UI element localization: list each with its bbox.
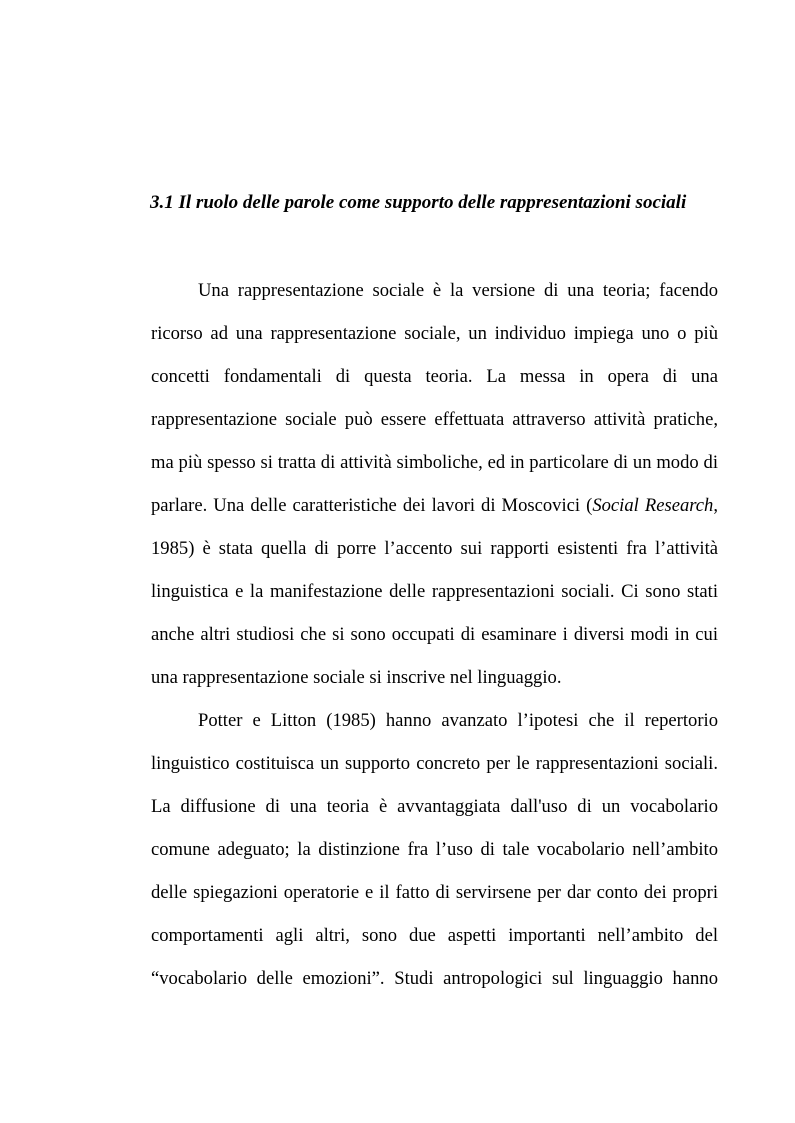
paragraph-2-line-6: comportamenti agli altri, sono due aspetti importanti nell’ambito del xyxy=(151,925,718,946)
paragraph-1-line-6 xyxy=(151,494,718,518)
citation-title: Social Research xyxy=(592,495,714,516)
paragraph-1-line-3: concetti fondamentali di questa teoria. La messa in opera di una xyxy=(151,366,718,387)
paragraph-2-line-7: “vocabolario delle emozioni”. Studi antropologici sul linguaggio hanno xyxy=(151,968,718,989)
line-6-text: parlare. Una delle caratteristiche dei lavori di Moscovici ( xyxy=(151,495,593,516)
paragraph-2-line-4: comune adeguato; la distinzione fra l’uso di tale vocabolario nell’ambito xyxy=(151,839,718,860)
paragraph-2-line-5: delle spiegazioni operatorie e il fatto di servirsene per dar conto dei propri xyxy=(151,882,718,903)
paragraph-2-line-3: La diffusione di una teoria è avvantaggiata dall'uso di un vocabolario xyxy=(151,796,718,817)
paragraph-1-line-4: rappresentazione sociale può essere effettuata attraverso attività pratiche, xyxy=(151,409,718,430)
paragraph-1-line-5: ma più spesso si tratta di attività simboliche, ed in particolare di un modo di xyxy=(151,452,718,473)
paragraph-1-line-7: 1985) è stata quella di porre l’accento sui rapporti esistenti fra l’attività xyxy=(151,538,718,559)
line-6-comma: , xyxy=(713,495,718,516)
paragraph-1-line-8: linguistica e la manifestazione delle rappresentazioni sociali. Ci sono stati xyxy=(151,581,718,602)
paragraph-1-line-1: Una rappresentazione sociale è la versione di una teoria; facendo xyxy=(198,280,718,301)
paragraph-2-line-2: linguistico costituisca un supporto concreto per le rappresentazioni sociali. xyxy=(151,753,718,774)
paragraph-2-line-1: Potter e Litton (1985) hanno avanzato l’ipotesi che il repertorio xyxy=(198,710,718,731)
paragraph-1-line-10: una rappresentazione sociale si inscrive nel linguaggio. xyxy=(151,667,562,688)
section-heading: 3.1 Il ruolo delle parole come supporto delle rappresentazioni sociali xyxy=(150,192,687,213)
paragraph-1-line-2: ricorso ad una rappresentazione sociale, un individuo impiega uno o più xyxy=(151,323,718,344)
paragraph-1-line-9: anche altri studiosi che si sono occupati di esaminare i diversi modi in cui xyxy=(151,624,718,645)
